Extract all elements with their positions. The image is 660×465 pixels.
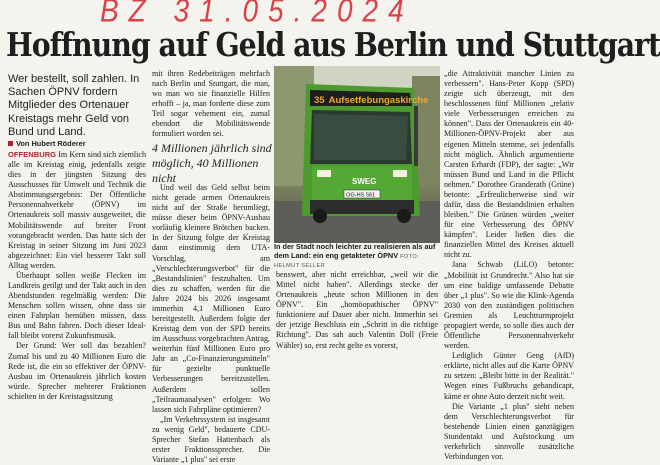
article-column-4 (444, 69, 574, 461)
bus-brand-logo: SWEG (352, 177, 377, 186)
author-line (8, 139, 146, 148)
column-4-paragraph-2: Jana Schwab (LiLO) betonte: „Mobilität ist Grundrecht." Also hat sie um eine baldige umfassende Debatte über „1 plus". So wie die Klink-Agenda 2030 von den zuständigen politischen Gremien als Leuchtturmprojekt propagiert werde, so solle dies auch der Öffentliche Personennahverkehr werden. (444, 260, 574, 351)
article-column-3 (276, 270, 438, 400)
bus-illustration (274, 66, 440, 243)
author-name: Von Hubert Röderer (16, 139, 86, 148)
dateline: OFFENBURG (8, 150, 57, 159)
column-2-paragraph-1: mit ihren Redebeiträgen mehrfach nach Berlin und Stuttgart, die man, wo man wo sie finanzielle Hilfen erhofft – ja, man forderte diese zum Teil sogar vehement ein, zumal ebendort die Mobilitätswende formuliert worden sei. (152, 69, 270, 139)
article-column-2-top (152, 69, 270, 141)
caption-text: In der Stadt noch leichter zu realisieren als auf dem Land: ein eng getakteter ÖPNV (274, 242, 436, 260)
column-1-paragraph-3: Der Grund: Wer soll das bezahlen? Zumal bis und zu 40 Millionen Euro die Rede ist, die ein so effektiver der ÖPNV-Ausbau im Ortenaukreis jährlich kosten würde. Sprecher mehrerer Fraktionen schielten in der Kreistagssitzung (8, 341, 146, 401)
column-1-paragraph-1: Im Kern sind sich ziemlich alle im Kreistag einig, jedenfalls zeigte dies in der jüngsten Sitzung des Ausschusses für Umwelt und Technik die Abstimmungsergebnis: Der Öffentliche Personennahverkehr (ÖPNV) im Ortenaukreis soll massiv ausgeweitet, die Mobilitätswende auf breiter Front vorangebracht werden. Das hatte sich der Kreistag in seiner Sitzung im Juni 2023 abgezeichnet: Ein viel besserer Takt soll Alltag werden. (8, 150, 146, 270)
bus-destination-display: 35 Aufsetfebungaskirche (314, 95, 429, 106)
article-column-2-bottom (152, 183, 270, 465)
bus-photo (274, 66, 440, 243)
photo-credit: FOTO: HELMUT SELLER (274, 253, 420, 270)
column-1-paragraph-2: Überhaupt sollen weiße Flecken im Landkreis getilgt und der Takt auch in den Abendstunden regelmäßig werden: Die Menschen sollen wissen, ohne dass sie einen Fahrplan bemühen müssen, dass Bus und Bahn fahren. Doch dieser Ideal-fall bleibt vorerst Zukunftsmusik. (8, 270, 146, 341)
column-4-paragraph-4: Die Variante „1 plus" sieht neben dem Verschlechterungsverbot für bestehende Linien einen ganztägigen Stundentakt und Aufstockung um verkehrlich sinnvolle zusätzliche Verbindungen vor. (444, 401, 574, 461)
date-stamp: BZ 31.05.2024 (100, 0, 414, 29)
column-3-paragraph-1: benswert, aber nicht erreichbar, „weil wir die Mittel nicht haben". Allerdings stecke der Ortenaukreis „heute schon Millionen in den ÖPNV". Ein „homöopathischer ÖPNV" funktioniere auf Dauer aber nicht. Immerhin sei der jetzige Beschluss ein „Schritt in die richtige Richtung". Das sah auch Valentin Doll (Freie Wähler) so, erst recht gelte es vorerst, (276, 270, 438, 350)
author-marker-icon (8, 141, 13, 146)
column-4-paragraph-3: Lediglich Günter Geng (AfD) erklärte, nicht alles auf die Karte ÖPNV zu setzen: „Bleibt bitte in der Realität." Wegen eines Fußbruchs gehandicapt, käme er ohne Auto derzeit nicht weit. (444, 351, 574, 401)
bus-license-plate: OG-HS 561 (346, 192, 376, 199)
column-2-paragraph-2: Und weil das Geld selbst beim nicht gerade armen Ortenaukreis nicht auf der Straße herumliegt, müsse dieser beim ÖPNV-Ausbau vorläufig kleinere Brötchen backen. In der Sitzung folgte der Kreistag dann einstimmig dem UTA-Vorschlag, am „Verschlechterungsverbot" für die „Bestandslinien" festzuhalten. Um dies zu schaffen, werden für die Jahre 2024 bis 2026 insgesamt immerhin 4,1 Millionen Euro bereitgestellt. Außerdem folgte der Kreistag dem von der SPD bereits im Ausschuss vorgebrachten Antrag, weiterhin fünf Millionen Euro pro Jahr an „Co-Finanzierungsmitteln" für gezielte punktuelle Verbesserungen bereitzustellen. Außerdem sollen „Teilraumanalysen" erfolgen: Wo lassen sich Fahrpläne optimieren? (152, 183, 270, 414)
pull-quote: 4 Millionen jährlich sind möglich, 40 Millionen nicht (152, 141, 272, 185)
article-headline: Hoffnung auf Geld aus Berlin und Stuttgart (6, 25, 660, 64)
article-lead: Wer bestellt, soll zahlen. In Sachen ÖPNV fordern Mitglieder des Ortenauer Kreistags mehr Geld von Bund und Land. (8, 73, 140, 138)
column-2-paragraph-3: „Im Verkehrssystem ist insgesamt zu wenig Geld", bedauerte CDU-Sprecher Stefan Hattenbach als erster Fraktionssprecher. Die Variante „1 plus" sei erste (152, 414, 270, 465)
article-column-1 (8, 150, 146, 400)
column-4-paragraph-1: „die Attraktivität mancher Linien zu verbessern". Hans-Peter Kopp (SPD) zeigte sich überzeugt, mit den beschlossenen fünf Millionen „relativ viele Verbesserungen erreichen zu können". Dass der Ortenaukreis ein 40-Millionen-ÖPNV-Projekt aber aus eigenen Mitteln stemme, sei jedenfalls nicht möglich. Ähnlich argumentierte Carsten Erhardt (FDP), der sagte: „Wir müssen Bund und Land in die Pflicht nehmen." Dorothee Granderath (Grüne) betonte: „Erfreulicherweise sind wir dafür, dass die Bestandslinien erhalten bleiben." Die Grünen würden „weiter für eine Verbesserung des ÖPNV kämpfen". Leider ließen dies die finanziellen Mittel des Kreises aktuell nicht zu. (444, 69, 574, 260)
photo-caption (274, 243, 440, 271)
